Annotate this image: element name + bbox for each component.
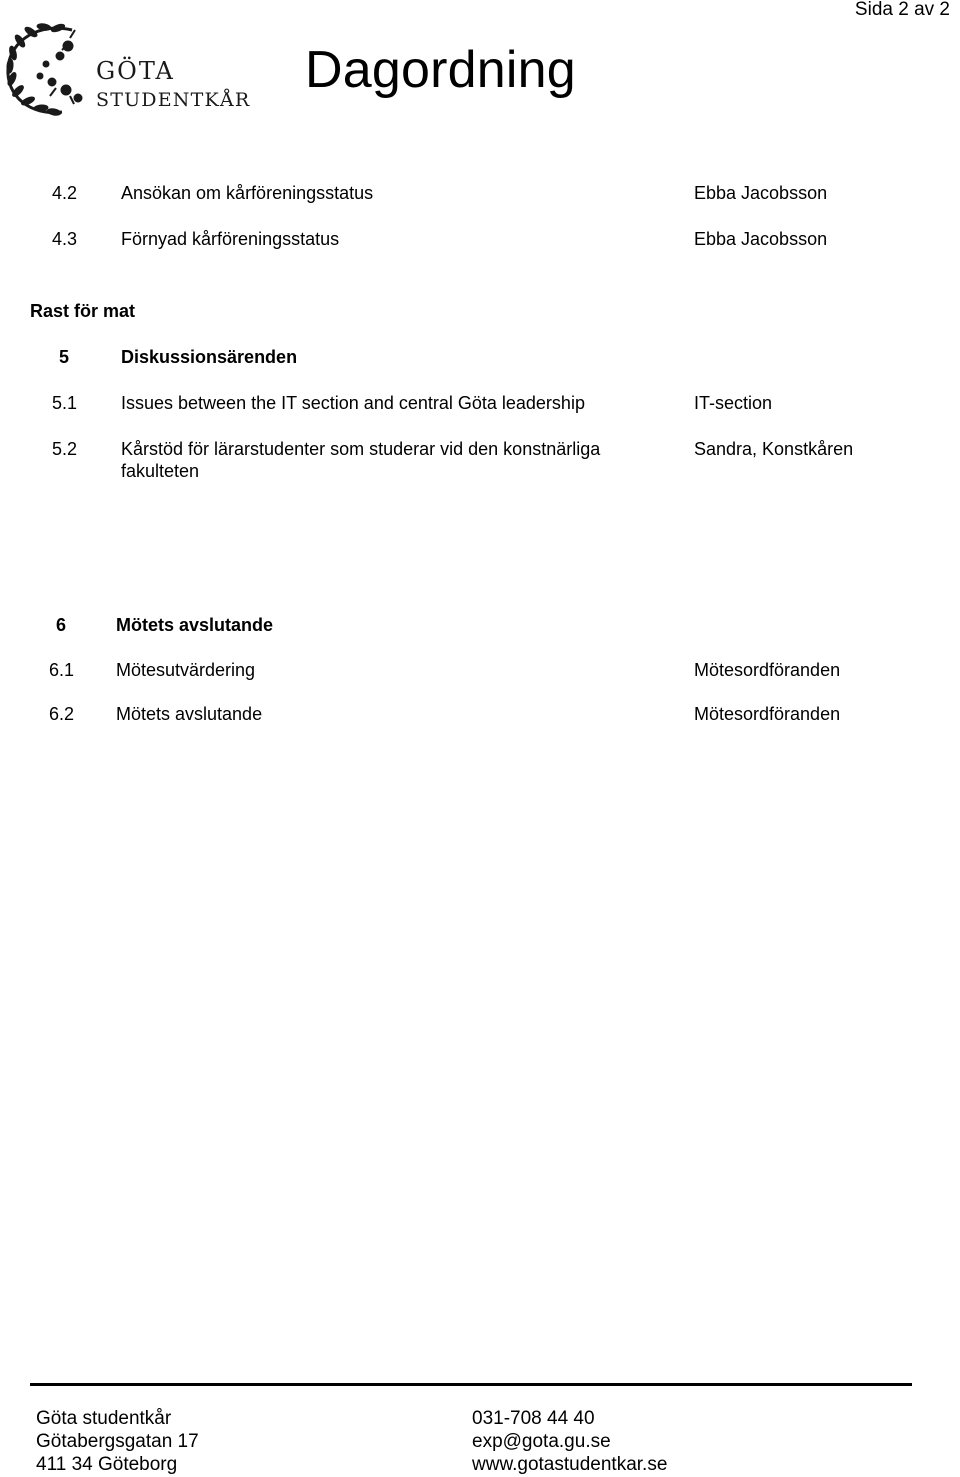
item-text-continued: fakulteten	[121, 461, 200, 481]
footer-divider	[30, 1383, 912, 1386]
page-number: Sida 2 av 2	[854, 0, 950, 20]
item-num: 5.1	[52, 393, 78, 413]
item-responsible: Mötesordföranden	[694, 704, 841, 724]
item-num: 4.3	[52, 229, 78, 249]
footer-email: exp@gota.gu.se	[472, 1431, 611, 1452]
item-responsible: Ebba Jacobsson	[694, 229, 828, 249]
item-text: Kårstöd för lärarstudenter som studerar vid den konstnärliga	[121, 439, 601, 459]
item-text: Mötets avslutande	[116, 704, 263, 724]
footer-city: 411 34 Göteborg	[36, 1454, 178, 1475]
item-text: Ansökan om kårföreningsstatus	[121, 183, 374, 203]
item-responsible: Mötesordföranden	[694, 660, 841, 680]
logo-text-line2: STUDENTKÅR	[96, 89, 250, 111]
item-num: 6.2	[49, 704, 75, 724]
logo-text-line1: GÖTA	[96, 57, 175, 85]
item-text: Issues between the IT section and central Göta leadership	[121, 393, 585, 413]
item-responsible: Ebba Jacobsson	[694, 183, 828, 203]
section-title: Diskussionsärenden	[121, 347, 298, 367]
item-responsible: IT-section	[694, 393, 773, 413]
page-title: Dagordning	[305, 41, 576, 99]
section-num: 5	[59, 347, 70, 367]
gota-studentkar-logo	[0, 16, 250, 120]
item-num: 5.2	[52, 439, 78, 459]
section-title: Mötets avslutande	[116, 615, 274, 635]
footer-street: Götabergsgatan 17	[36, 1431, 199, 1452]
item-num: 6.1	[49, 660, 75, 680]
item-text: Förnyad kårföreningsstatus	[121, 229, 340, 249]
laurel-wreath-icon	[6, 23, 82, 116]
item-responsible: Sandra, Konstkåren	[694, 439, 854, 459]
footer-website: www.gotastudentkar.se	[472, 1454, 668, 1475]
item-num: 4.2	[52, 183, 78, 203]
item-text: Mötesutvärdering	[116, 660, 256, 680]
footer-org-name: Göta studentkår	[36, 1408, 172, 1429]
break-label: Rast för mat	[30, 301, 136, 321]
footer-phone: 031-708 44 40	[472, 1408, 595, 1429]
section-num: 6	[56, 615, 67, 635]
